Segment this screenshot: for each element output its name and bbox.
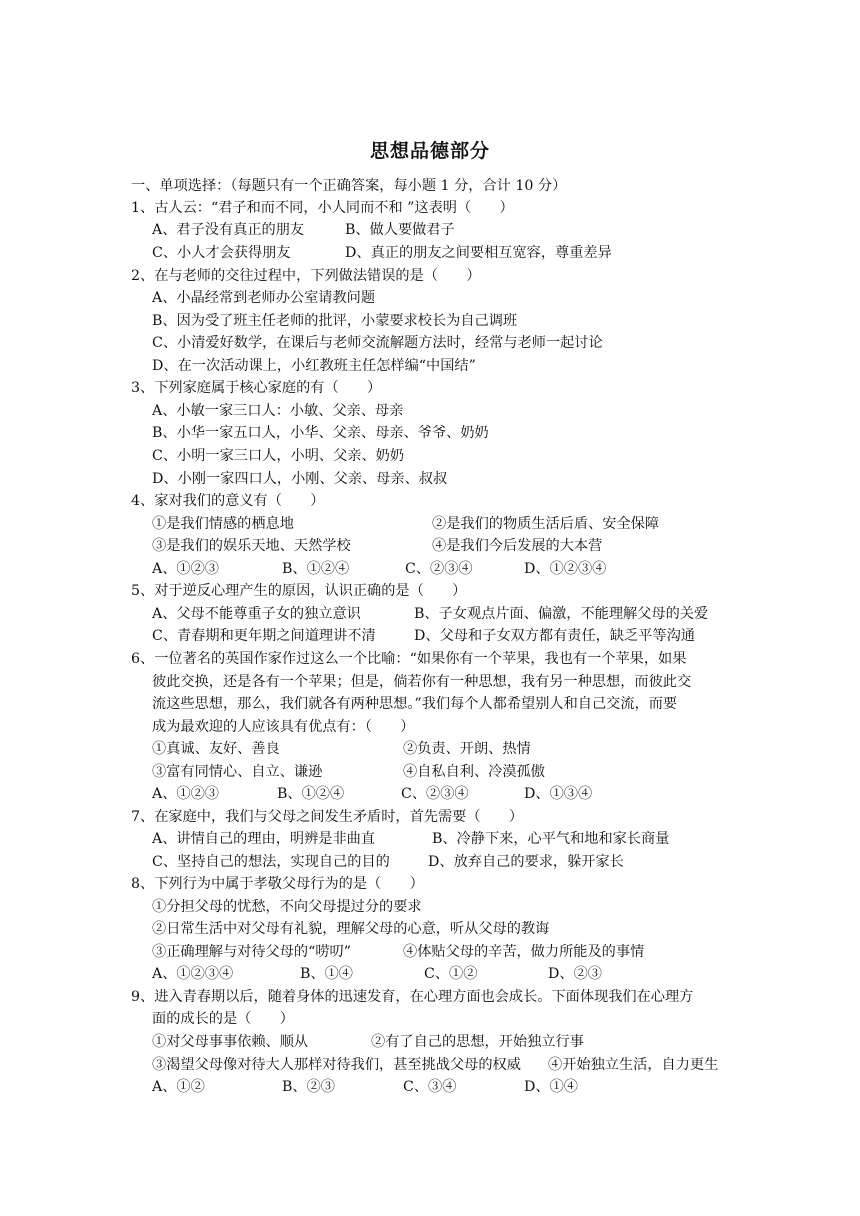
- question-9-option-c: C、③④: [403, 1079, 457, 1095]
- question-4-stem: 4、家对我们的意义有（ ）: [131, 493, 325, 509]
- question-3-option-a: A、小敏一家三口人：小敏、父亲、母亲: [152, 403, 404, 419]
- question-1-option-d: D、真正的朋友之间要相互宽容，尊重差异: [345, 245, 612, 261]
- question-7-stem: 7、在家庭中，我们与父母之间发生矛盾时，首先需要（ ）: [131, 809, 524, 825]
- question-9-option-d: D、①④: [524, 1079, 578, 1095]
- question-4-statement-3: ③是我们的娱乐天地、天然学校: [152, 538, 351, 554]
- question-1-stem: 1、古人云：“君子和而不同，小人同而不和 ”这表明（ ）: [131, 200, 514, 216]
- question-9-stem-line-2: 面的成长的是（ ）: [152, 1011, 294, 1027]
- question-6-statement-1: ①真诚、友好、善良: [152, 741, 280, 757]
- question-6-option-d: D、①③④: [524, 786, 593, 802]
- question-1-option-c: C、小人才会获得朋友: [152, 245, 291, 261]
- question-7-option-a: A、讲情自己的理由，明辨是非曲直: [152, 831, 376, 847]
- question-5-option-b: B、子女观点片面、偏激，不能理解父母的关爱: [414, 606, 709, 622]
- question-9-option-b: B、②③: [282, 1079, 335, 1095]
- question-3-option-b: B、小华一家五口人，小华、父亲、母亲、爷爷、奶奶: [152, 425, 489, 441]
- question-6-statement-2: ②负责、开朗、热情: [403, 741, 531, 757]
- question-4-statement-4: ④是我们今后发展的大本营: [432, 538, 603, 554]
- question-8-option-c: C、①②: [424, 966, 478, 982]
- question-5-stem: 5、对于逆反心理产生的原因，认识正确的是（ ）: [131, 583, 467, 599]
- question-6-stem-line-2: 彼此交换，还是各有一个苹果；但是，倘若你有一种思想，我有另一种思想，而彼此交: [152, 674, 692, 690]
- question-9-statement-2: ②有了自己的思想，开始独立行事: [371, 1034, 584, 1050]
- question-9-option-a: A、①②: [152, 1079, 205, 1095]
- question-6-statement-3: ③富有同情心、自立、谦逊: [152, 764, 323, 780]
- page-title: 思想品德部分: [369, 140, 490, 162]
- question-6-statement-4: ④自私自利、冷漠孤傲: [403, 764, 545, 780]
- question-8-statement-3: ③正确理解与对待父母的“唠叨”: [152, 944, 351, 960]
- question-6-option-c: C、②③④: [401, 786, 469, 802]
- question-1-option-a: A、君子没有真正的朋友: [152, 222, 305, 238]
- question-4-statement-1: ①是我们情感的栖息地: [152, 516, 294, 532]
- question-4-option-d: D、①②③④: [524, 561, 607, 577]
- question-9-stem-line-1: 9、进入青春期以后，随着身体的迅速发育，在心理方面也会成长。下面体现我们在心理方: [131, 989, 694, 1005]
- question-6-option-a: A、①②③: [152, 786, 219, 802]
- question-8-option-a: A、①②③④: [152, 966, 234, 982]
- question-7-option-b: B、冷静下来，心平气和地和家长商量: [432, 831, 670, 847]
- question-8-stem: 8、下列行为中属于孝敬父母行为的是（ ）: [131, 876, 424, 892]
- question-6-stem-line-4: 成为最欢迎的人应该具有优点有：（ ）: [152, 719, 415, 735]
- question-3-option-d: D、小刚一家四口人，小刚、父亲、母亲、叔叔: [152, 471, 448, 487]
- question-8-statement-1: ①分担父母的忧愁，不向父母提过分的要求: [152, 899, 422, 915]
- question-3-stem: 3、下列家庭属于核心家庭的有（ ）: [131, 380, 382, 396]
- question-8-option-d: D、②③: [548, 966, 602, 982]
- question-4-option-c: C、②③④: [405, 561, 473, 577]
- question-2-stem: 2、在与老师的交往过程中，下列做法错误的是（ ）: [131, 268, 481, 284]
- question-2-option-d: D、在一次活动课上，小红教班主任怎样编“中国结”: [152, 358, 476, 374]
- question-6-stem-line-3: 流这些思想，那么，我们就各有两种思想。”我们每个人都希望别人和自己交流，而要: [152, 696, 678, 712]
- question-2-option-b: B、因为受了班主任老师的批评，小蒙要求校长为自己调班: [152, 313, 518, 329]
- question-4-option-a: A、①②③: [152, 561, 219, 577]
- question-6-option-b: B、①②④: [277, 786, 345, 802]
- question-5-option-a: A、父母不能尊重子女的独立意识: [152, 606, 361, 622]
- question-8-option-b: B、①④: [300, 966, 353, 982]
- question-9-statement-3: ③渴望父母像对待大人那样对待我们，甚至挑战父母的权威: [152, 1057, 521, 1073]
- question-8-statement-4: ④体贴父母的辛苦，做力所能及的事情: [403, 944, 645, 960]
- question-8-statement-2: ②日常生活中对父母有礼貌，理解父母的心意，听从父母的教诲: [152, 921, 550, 937]
- question-5-option-c: C、青春期和更年期之间道理讲不清: [152, 628, 376, 644]
- question-9-statement-4: ④开始独立生活，自力更生: [548, 1057, 719, 1073]
- question-1-option-b: B、做人要做君子: [345, 222, 455, 238]
- question-5-option-d: D、父母和子女双方都有责任，缺乏平等沟通: [414, 628, 695, 644]
- question-4-option-b: B、①②④: [282, 561, 350, 577]
- question-9-statement-1: ①对父母事事依赖、顺从: [152, 1034, 309, 1050]
- question-6-stem-line-1: 6、一位著名的英国作家作过这么一个比喻：“如果你有一个苹果，我也有一个苹果，如果: [131, 651, 687, 667]
- question-2-option-c: C、小清爱好数学，在课后与老师交流解题方法时，经常与老师一起讨论: [152, 335, 603, 351]
- question-4-statement-2: ②是我们的物质生活后盾、安全保障: [432, 516, 660, 532]
- question-7-option-d: D、放弃自己的要求，躲开家长: [428, 854, 624, 870]
- question-3-option-c: C、小明一家三口人，小明、父亲、奶奶: [152, 448, 405, 464]
- question-2-option-a: A、小晶经常到老师办公室请教问题: [152, 290, 376, 306]
- section-heading: 一、单项选择：（每题只有一个正确答案，每小题 1 分，合计 10 分）: [131, 178, 567, 194]
- question-7-option-c: C、坚持自己的想法，实现自己的目的: [152, 854, 390, 870]
